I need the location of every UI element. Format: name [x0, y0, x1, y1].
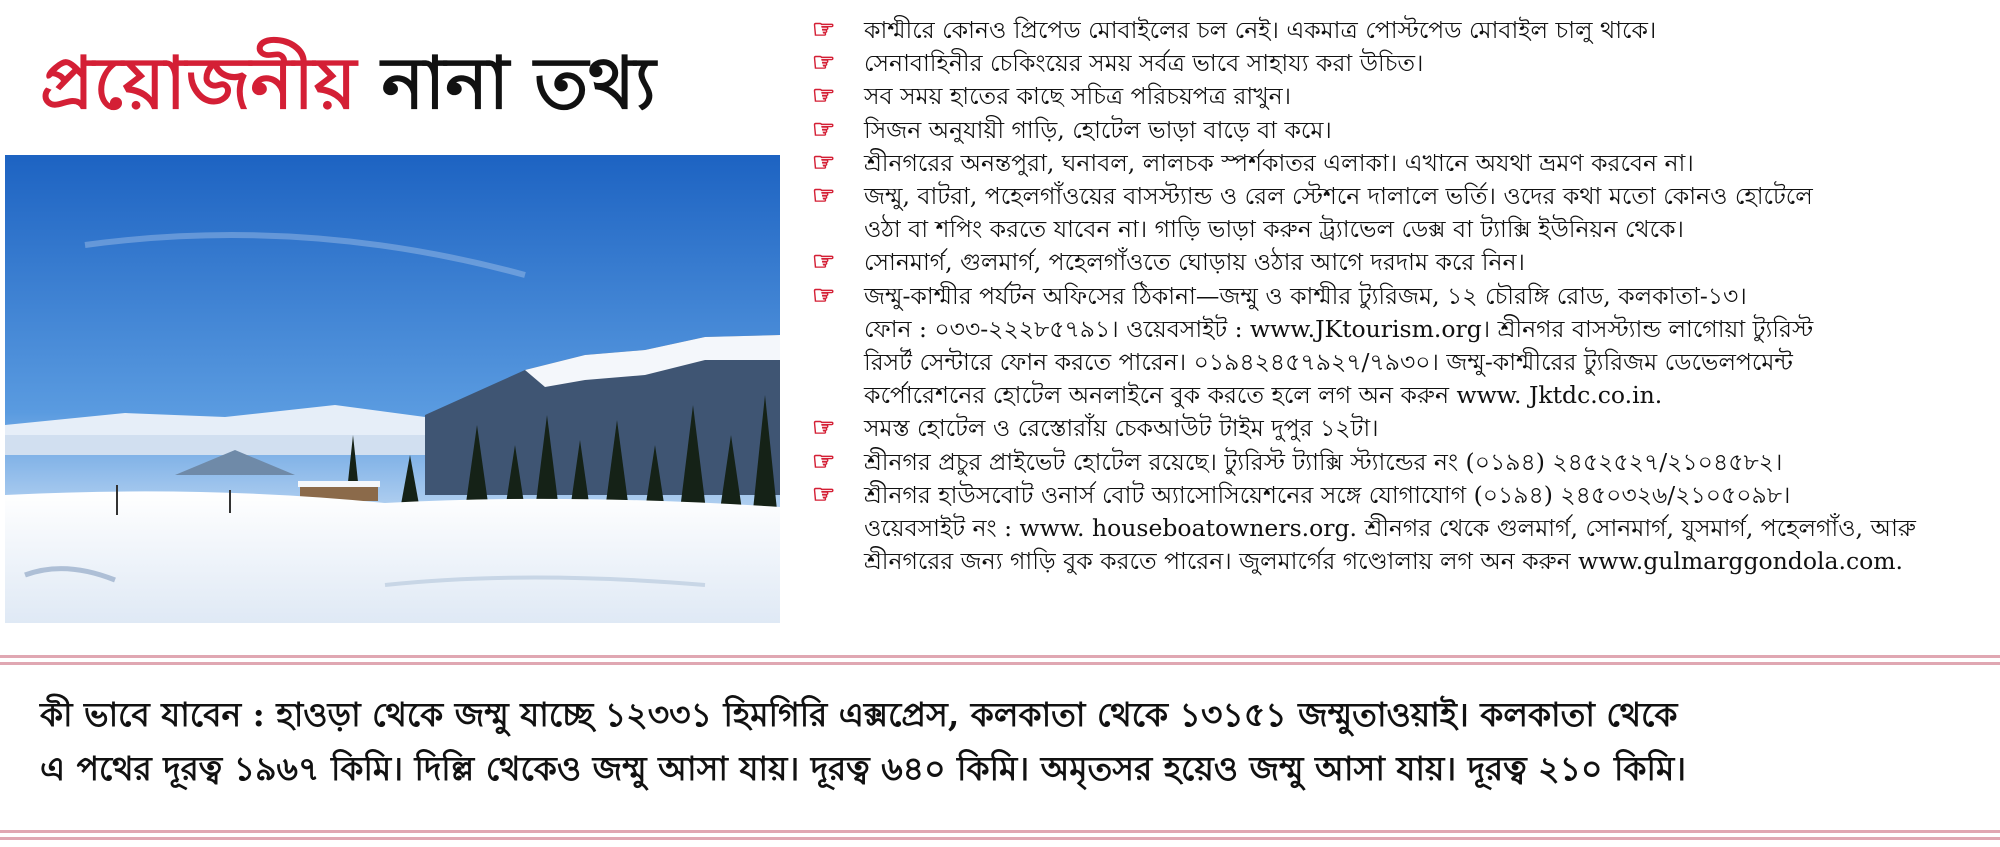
info-item-line: জম্মু, বাটরা, পহেলগাঁওয়ের বাসস্ট্যান্ড ও রেল স্টেশনে দালালে ভর্তি। ওদের কথা মতো কোনও হোটেলে	[864, 182, 1813, 211]
pointing-hand-icon: ☞	[812, 114, 836, 145]
pointing-hand-icon: ☞	[812, 15, 836, 45]
info-item-line: কর্পোরেশনের হোটেল অনলাইনে বুক করতে হলে লগ অন করুন www. Jktdc.co.in.	[864, 381, 1663, 410]
info-item	[812, 280, 1994, 413]
divider-top-2	[0, 662, 2000, 665]
info-item-line: সব সময় হাতের কাছে সচিত্র পরিচয়পত্র রাখুন।	[864, 82, 1292, 111]
info-item-line: জম্মু-কাশ্মীর পর্যটন অফিসের ঠিকানা—জম্মু ও কাশ্মীর ট্যুরিজম, ১২ চৌরঙ্গি রোড, কলকাতা-১৩।	[864, 281, 1747, 310]
page-title	[40, 28, 656, 138]
info-item-line: সোনমার্গ, গুলমার্গ, পহেলগাঁওতে ঘোড়ায় ওঠার আগে দরদাম করে নিন।	[864, 248, 1525, 277]
snow-mountain-photo	[5, 155, 780, 623]
pointing-hand-icon: ☞	[812, 147, 836, 178]
how-to-go-line-2: এ পথের দূরত্ব ১৯৬৭ কিমি। দিল্লি থেকেও জম্মু আসা যায়। দূরত্ব ৬৪০ কিমি। অমৃতসর হয়েও জম্মু আসা যায়। দূরত্ব ২১০ কিমি।	[40, 749, 1687, 788]
info-item	[812, 114, 1994, 147]
info-item	[812, 412, 1994, 445]
info-item-line: কাশ্মীরে কোনও প্রিপেড মোবাইলের চল নেই। একমাত্র পোস্টপেড মোবাইল চালু থাকে।	[864, 16, 1657, 44]
how-to-go	[40, 688, 1990, 796]
info-item-line: শ্রীনগরের জন্য গাড়ি বুক করতে পারেন। জুলমার্গের গণ্ডোলায় লগ অন করুন www.gulmarggondola.com.	[864, 547, 1904, 576]
info-item-line: শ্রীনগর প্রচুর প্রাইভেট হোটেল রয়েছে। ট্যুরিস্ট ট্যাক্সি স্ট্যান্ডের নং (০১৯৪) ২৪৫২৫২৭/২১০৪৫৮২।	[864, 447, 1783, 476]
how-to-go-line-1: কী ভাবে যাবেন : হাওড়া থেকে জম্মু যাচ্ছে ১২৩৩১ হিমগিরি এক্সপ্রেস, কলকাতা থেকে ১৩১৫১ জম্মুতাওয়াই। কলকাতা থেকে	[40, 695, 1678, 734]
title-part-black: নানা তথ্য	[381, 40, 656, 125]
info-item-line: রিসর্ট সেন্টারে ফোন করতে পারেন। ০১৯৪২৪৫৭৯২৭/৭৯৩০। জম্মু-কাশ্মীরের ট্যুরিজম ডেভেলপমেন্ট	[864, 348, 1793, 377]
pointing-hand-icon: ☞	[812, 181, 836, 212]
info-item	[812, 246, 1994, 279]
title-part-red: প্রয়োজনীয়	[40, 40, 357, 125]
pointing-hand-icon: ☞	[812, 479, 836, 510]
info-item	[812, 446, 1994, 479]
info-item-line: সমস্ত হোটেল ও রেস্তোরাঁয় চেকআউট টাইম দুপুর ১২টা।	[864, 414, 1379, 443]
info-item-line: সিজন অনুযায়ী গাড়ি, হোটেল ভাড়া বাড়ে বা কমে।	[864, 115, 1332, 144]
info-item-line: শ্রীনগরের অনন্তপুরা, ঘনাবল, লালচক স্পর্শকাতর এলাকা। এখানে অযথা ভ্রমণ করবেন না।	[864, 148, 1694, 177]
pointing-hand-icon: ☞	[812, 280, 836, 311]
pointing-hand-icon: ☞	[812, 446, 836, 477]
info-item-line: ওয়েবসাইট নং : www. houseboatowners.org. শ্রীনগর থেকে গুলমার্গ, সোনমার্গ, যুসমার্গ, পহেলগাঁও, আরু	[864, 514, 1916, 543]
info-item	[812, 47, 1994, 80]
info-item-line: শ্রীনগর হাউসবোট ওনার্স বোট অ্যাসোসিয়েশনের সঙ্গে যোগাযোগ (০১৯৪) ২৪৫০৩২৬/২১০৫০৯৮।	[864, 480, 1791, 509]
info-item-line: ওঠা বা শপিং করতে যাবেন না। গাড়ি ভাড়া করুন ট্র্যাভেল ডেক্স বা ট্যাক্সি ইউনিয়ন থেকে।	[864, 215, 1684, 244]
pointing-hand-icon: ☞	[812, 413, 836, 444]
divider-top-1	[0, 655, 2000, 658]
info-item	[812, 479, 1994, 579]
info-item	[812, 147, 1994, 180]
info-item	[812, 14, 1994, 47]
pointing-hand-icon: ☞	[812, 247, 836, 278]
info-item	[812, 180, 1994, 246]
pointing-hand-icon: ☞	[812, 81, 836, 112]
info-item-line: ফোন : ০৩৩-২২২৮৫৭৯১। ওয়েবসাইট : www.JKtourism.org। শ্রীনগর বাসস্ট্যান্ড লাগোয়া ট্যুরিস্ট	[864, 314, 1814, 343]
info-item	[812, 80, 1994, 113]
divider-bottom-1	[0, 830, 2000, 833]
pointing-hand-icon: ☞	[812, 48, 836, 79]
info-item-line: সেনাবাহিনীর চেকিংয়ের সময় সর্বত্র ভাবে সাহায্য করা উচিত।	[864, 49, 1424, 78]
divider-bottom-2	[0, 837, 2000, 840]
info-list	[812, 14, 1994, 578]
